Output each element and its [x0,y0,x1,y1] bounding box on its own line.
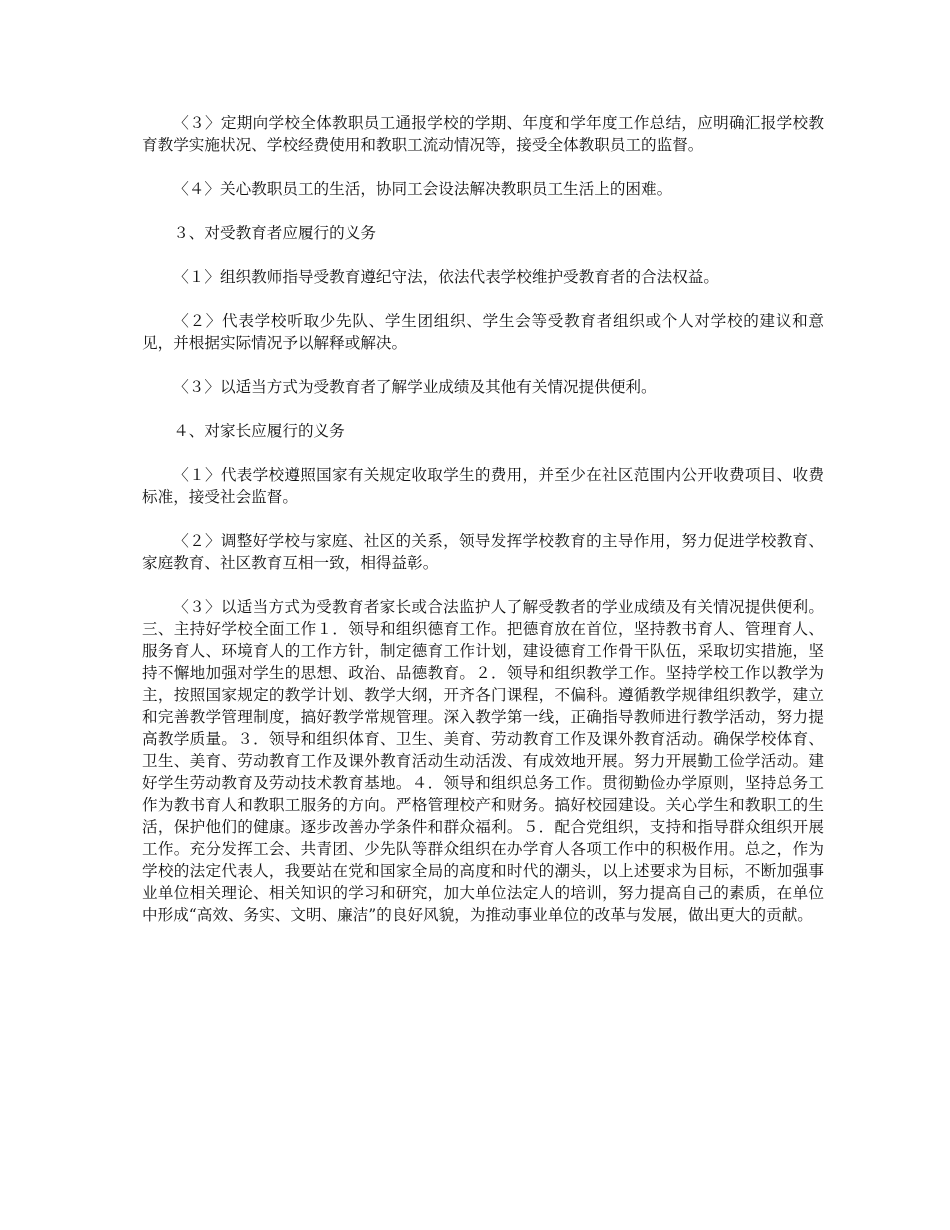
paragraph: 〈２〉代表学校听取少先队、学生团组织、学生会等受教育者组织或个人对学校的建议和意见，并根据实际情况予以解释或解决。 [142,312,824,352]
paragraph: 〈３〉定期向学校全体教职员工通报学校的学期、年度和学年度工作总结，应明确汇报学校教育教学实施状况、学校经费使用和教职工流动情况等，接受全体教职员工的监督。 [142,114,824,154]
paragraph: 〈１〉组织教师指导受教育遵纪守法，依法代表学校维护受教育者的合法权益。 [173,268,719,286]
paragraph: 〈３〉以适当方式为受教育者了解学业成绩及其他有关情况提供便利。 [173,378,657,396]
paragraph: 〈２〉调整好学校与家庭、社区的关系，领导发挥学校教育的主导作用，努力促进学校教育、家庭教育、社区教育互相一致，相得益彰。 [142,532,824,572]
section-heading: ３、对受教育者应履行的义务 [173,224,376,242]
document-body [142,112,824,926]
paragraph: 〈３〉以适当方式为受教育者家长或合法监护人了解受教者的学业成绩及有关情况提供便利。三、主持好学校全面工作１．领导和组织德育工作。把德育放在首位，坚持教书育人、管理育人、服务育人、环境育人的工作方针，制定德育工作计划，建设德育工作骨干队伍，采取切实措施，坚持不懈地加强对学生的思想、政治、品德教育。２．领导和组织教学工作。坚持学校工作以教学为主，按照国家规定的教学计划、教学大纲，开齐各门课程，不偏科。遵循教学规律组织教学，建立和完善教学管理制度，搞好教学常规管理。深入教学第一线，正确指导教师进行教学活动，努力提高教学质量。３．领导和组织体育、卫生、美育、劳动教育工作及课外教育活动。确保学校体育、卫生、美育、劳动教育工作及课外教育活动生动活泼、有成效地开展。努力开展勤工俭学活动。建好学生劳动教育及劳动技术教育基地。４．领导和组织总务工作。贯彻勤俭办学原则，坚持总务工作为教书育人和教职工服务的方向。严格管理校产和财务。搞好校园建设。关心学生和教职工的生活，保护他们的健康。逐步改善办学条件和群众福利。５．配合党组织，支持和指导群众组织开展工作。充分发挥工会、共青团、少先队等群众组织在办学育人各项工作中的积极作用。总之，作为学校的法定代表人，我要站在党和国家全局的高度和时代的潮头，以上述要求为目标，不断加强事业单位相关理论、相关知识的学习和研究，加大单位法定人的培训，努力提高自己的素质，在单位中形成“高效、务实、文明、廉洁”的良好风貌，为推动事业单位的改革与发展，做出更大的贡献。 [142,598,824,924]
section-heading: ４、对家长应履行的义务 [173,422,345,440]
paragraph: 〈１〉代表学校遵照国家有关规定收取学生的费用，并至少在社区范围内公开收费项目、收费标准，接受社会监督。 [142,466,824,506]
paragraph: 〈４〉关心教职员工的生活，协同工会设法解决教职员工生活上的困难。 [173,180,673,198]
